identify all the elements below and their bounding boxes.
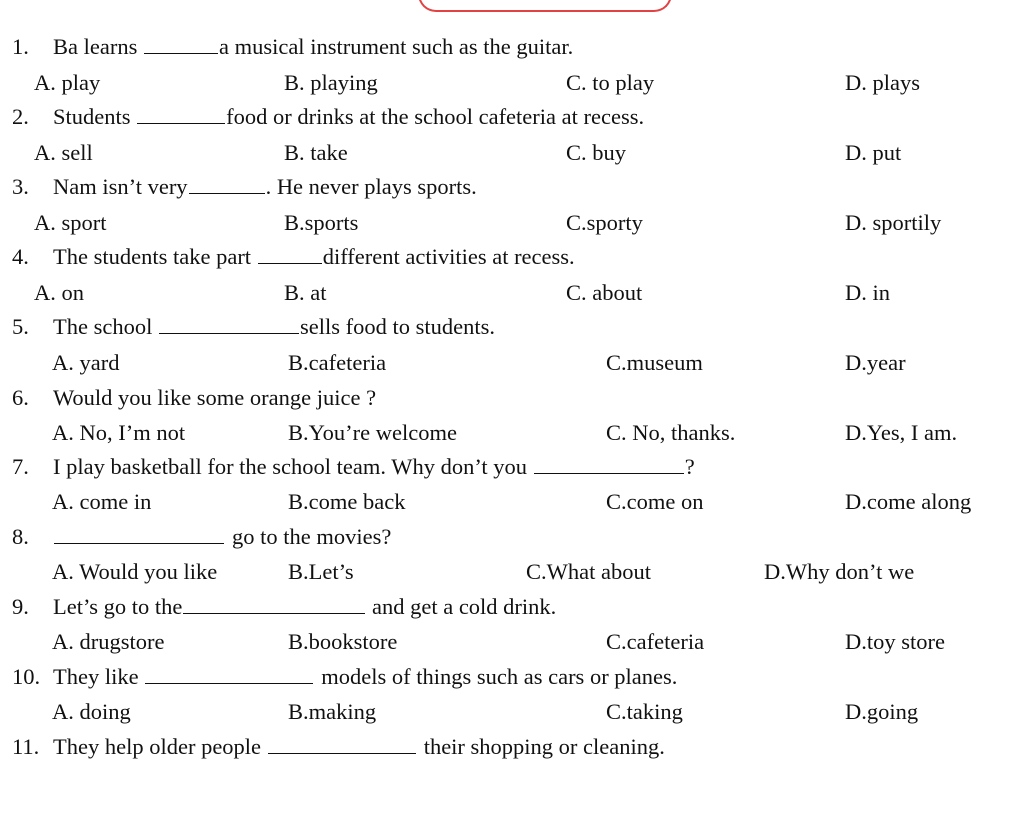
question-number: 8. — [12, 524, 29, 549]
answer-blank[interactable] — [145, 661, 313, 684]
option-c[interactable]: C.come on — [606, 489, 704, 514]
options-row-4 — [0, 276, 1024, 310]
question-number: 7. — [12, 454, 29, 479]
question-6 — [0, 381, 1024, 415]
question-number: 5. — [12, 314, 29, 339]
option-a[interactable]: A. sport — [34, 210, 107, 235]
option-b[interactable]: B. take — [284, 140, 348, 165]
option-c[interactable]: C.museum — [606, 350, 703, 375]
question-stem: The school sells food to students. — [53, 310, 495, 344]
option-b[interactable]: B.bookstore — [288, 629, 398, 654]
option-a[interactable]: A. yard — [52, 350, 120, 375]
option-a[interactable]: A. come in — [52, 489, 152, 514]
option-d[interactable]: D.going — [845, 699, 919, 724]
question-stem: Students food or drinks at the school cafeteria at recess. — [53, 100, 644, 134]
answer-blank[interactable] — [137, 101, 225, 124]
question-4 — [0, 240, 1024, 274]
option-c[interactable]: C. buy — [566, 140, 627, 165]
option-c[interactable]: C.cafeteria — [606, 629, 705, 654]
option-b[interactable]: B. playing — [284, 70, 378, 95]
answer-blank[interactable] — [144, 31, 218, 54]
option-b[interactable]: B.cafeteria — [288, 350, 387, 375]
option-b[interactable]: B.making — [288, 699, 377, 724]
question-1 — [0, 30, 1024, 64]
option-a[interactable]: A. on — [34, 280, 84, 305]
option-a[interactable]: A. drugstore — [52, 629, 165, 654]
option-b[interactable]: B. at — [284, 280, 327, 305]
option-b[interactable]: B.come back — [288, 489, 406, 514]
question-11 — [0, 730, 1024, 764]
question-stem: go to the movies? — [53, 520, 391, 554]
answer-blank[interactable] — [268, 731, 416, 754]
options-row-3 — [0, 206, 1024, 240]
question-stem: I play basketball for the school team. Why don’t you ? — [53, 450, 695, 484]
options-row-8 — [0, 555, 1024, 589]
question-number: 2. — [12, 104, 29, 129]
answer-blank[interactable] — [258, 241, 322, 264]
question-number: 11. — [12, 734, 40, 759]
options-row-10 — [0, 695, 1024, 729]
answer-blank[interactable] — [159, 311, 299, 334]
options-row-9 — [0, 625, 1024, 659]
option-c[interactable]: C. No, thanks. — [606, 420, 736, 445]
option-d[interactable]: D.Yes, I am. — [845, 420, 958, 445]
question-5 — [0, 310, 1024, 344]
top-red-mark — [418, 0, 672, 12]
option-b[interactable]: B.Let’s — [288, 559, 354, 584]
question-3 — [0, 170, 1024, 204]
question-9 — [0, 590, 1024, 624]
question-stem: They help older people their shopping or cleaning. — [53, 730, 665, 764]
question-stem: Ba learns a musical instrument such as the guitar. — [53, 30, 573, 64]
question-8 — [0, 520, 1024, 554]
option-c[interactable]: C.sporty — [566, 210, 643, 235]
answer-blank[interactable] — [54, 521, 224, 544]
option-d[interactable]: D. plays — [845, 70, 920, 95]
answer-blank[interactable] — [534, 451, 684, 474]
question-number: 3. — [12, 174, 29, 199]
question-stem: Nam isn’t very . He never plays sports. — [53, 170, 477, 204]
option-a[interactable]: A. doing — [52, 699, 131, 724]
question-stem: Let’s go to the and get a cold drink. — [53, 590, 556, 624]
option-d[interactable]: D. sportily — [845, 210, 942, 235]
question-stem: They like models of things such as cars or planes. — [53, 660, 677, 694]
question-number: 1. — [12, 34, 29, 59]
question-stem: Would you like some orange juice ? — [53, 385, 377, 410]
options-row-6 — [0, 416, 1024, 450]
option-a[interactable]: A. sell — [34, 140, 93, 165]
question-number: 4. — [12, 244, 29, 269]
question-number: 9. — [12, 594, 29, 619]
option-c[interactable]: C.What about — [526, 559, 651, 584]
option-d[interactable]: D.come along — [845, 489, 972, 514]
question-10 — [0, 660, 1024, 694]
option-d[interactable]: D. put — [845, 140, 902, 165]
option-d[interactable]: D.toy store — [845, 629, 945, 654]
options-row-7 — [0, 485, 1024, 519]
option-c[interactable]: C. to play — [566, 70, 655, 95]
option-b[interactable]: B.You’re welcome — [288, 420, 457, 445]
question-number: 6. — [12, 385, 29, 410]
options-row-2 — [0, 136, 1024, 170]
option-d[interactable]: D. in — [845, 280, 890, 305]
answer-blank[interactable] — [189, 171, 265, 194]
options-row-5 — [0, 346, 1024, 380]
option-a[interactable]: A. Would you like — [52, 559, 218, 584]
options-row-1 — [0, 66, 1024, 100]
option-c[interactable]: C.taking — [606, 699, 683, 724]
option-a[interactable]: A. No, I’m not — [52, 420, 186, 445]
option-c[interactable]: C. about — [566, 280, 643, 305]
question-stem: The students take part different activities at recess. — [53, 240, 575, 274]
option-b[interactable]: B.sports — [284, 210, 359, 235]
option-a[interactable]: A. play — [34, 70, 101, 95]
question-2 — [0, 100, 1024, 134]
question-7 — [0, 450, 1024, 484]
question-number: 10. — [12, 664, 41, 689]
option-d[interactable]: D.Why don’t we — [764, 559, 915, 584]
option-d[interactable]: D.year — [845, 350, 906, 375]
answer-blank[interactable] — [183, 591, 365, 614]
